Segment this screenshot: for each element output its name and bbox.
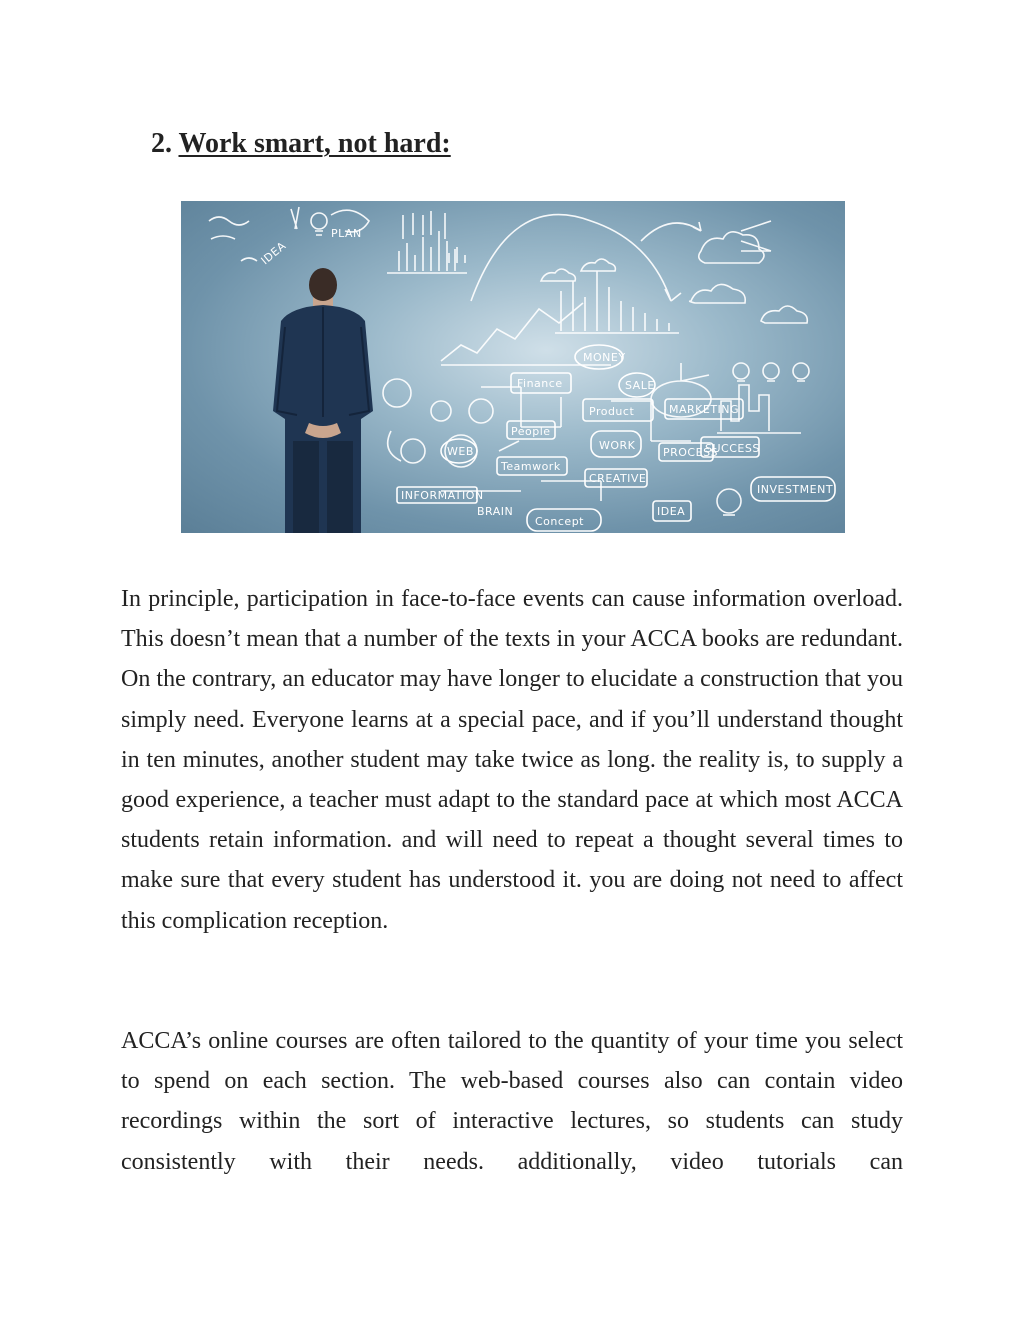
doodle-label: INVESTMENT [757,483,834,496]
doodle-label: Product [589,405,635,418]
doodle-label: People [511,425,551,438]
doodle-label: MONEY [583,351,626,364]
doodle-label: Teamwork [501,460,561,473]
body-paragraph-1: In principle, participation in face-to-face events can cause information overload. This doesn’t mean that a number of the texts in your ACCA books are redundant. On the contrary, an educator may have longer to elucidate a construction that you simply need. Everyone learns at a special pace, and if you’ll understand thought in ten minutes, another student may take twice as long. the reality is, to supply a good experience, a teacher must adapt to the standard pace at which most ACCA students retain information. and will need to repeat a thought several times to make sure that every student has understood it. you are doing not need to affect this complication reception. [121,586,903,934]
business-concept-illustration [181,201,845,533]
doodle-label: Concept [535,515,584,528]
doodle-label: IDEA [258,239,289,268]
section-title: Work smart, not hard: [178,128,451,159]
doodle-label: PLAN [331,227,362,240]
doodle-label: CREATIVE [589,472,647,485]
doodle-label: INFORMATION [401,489,484,502]
doodle-label: SUCCESS [705,442,760,455]
doodle-label: WEB [447,445,474,458]
doodle-label: IDEA [657,505,686,518]
doodle-label: MARKETING [669,403,740,416]
businessman-figure [273,268,373,533]
section-heading [151,124,451,164]
doodle-label: Finance [517,377,563,390]
doodle-label: SALE [625,379,655,392]
doodle-board [181,201,845,533]
section-number: 2. [151,128,172,159]
body-paragraph-2: ACCA’s online courses are often tailored to the quantity of your time you select to spend on each section. The web-based courses also can contain video recordings within the sort of interactive lectures, so students can study consistently with their needs. additionally, video tutorials can [121,1028,903,1175]
doodle-label: PROCESS [663,446,719,459]
doodle-label: WORK [599,439,636,452]
doodle-label: BRAIN [477,505,514,518]
